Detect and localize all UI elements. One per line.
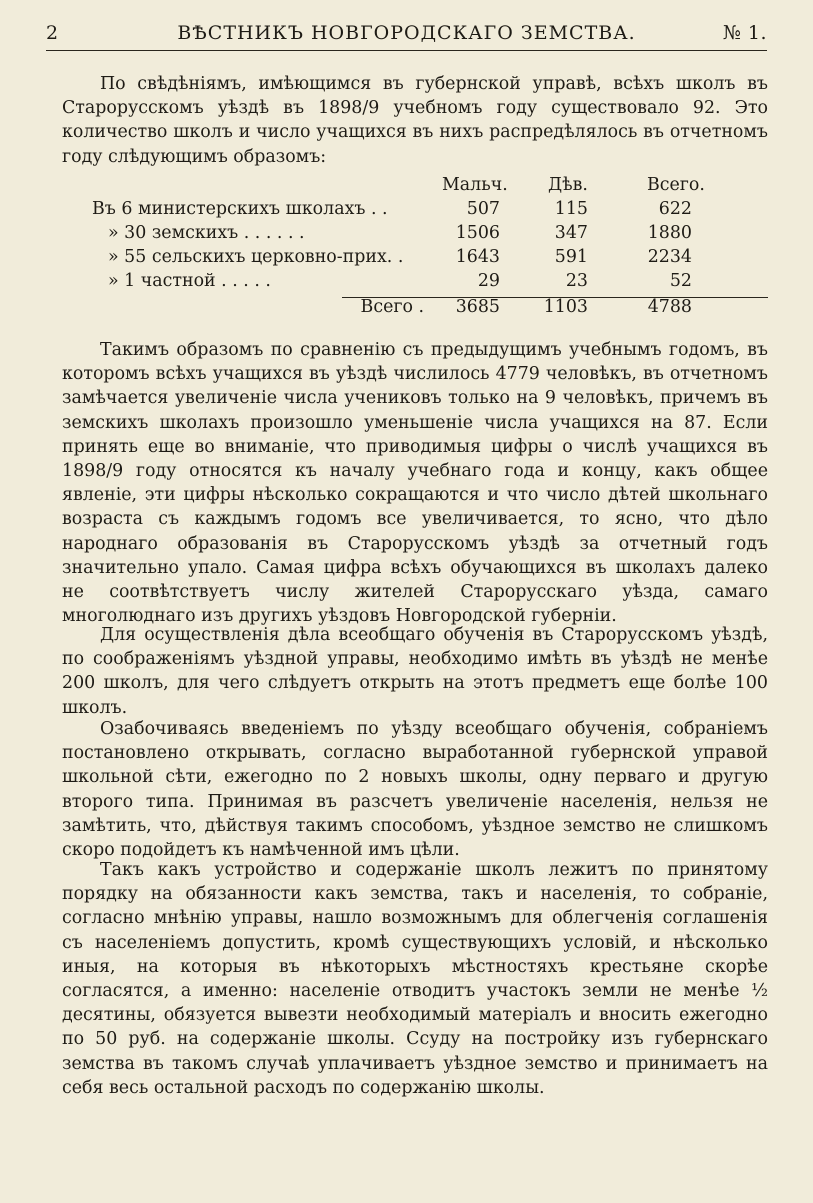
paragraph-plan: Для осуществленія дѣла всеобщаго обученія въ Старорусскомъ уѣздѣ, по соображеніямъ уѣздной управы, необходимо имѣть въ уѣздѣ не менѣе 200 школъ, для чего слѣдуетъ открыть на этотъ предметъ еще болѣе 100 школъ. — [62, 625, 768, 718]
table-row — [62, 199, 768, 223]
paragraph-construction: Такъ какъ устройство и содержаніе школъ лежитъ по принятому порядку на обязанности какъ земства, такъ и населенія, то собраніе, согласно мнѣнію управы, нашло возможнымъ для облегченія соглашенія съ населеніемъ допустить, кромѣ существующихъ условій, и нѣсколько иныя, на которыя въ нѣкоторыхъ мѣстностяхъ крестьяне скорѣе согласятся, а именно: населеніе отводитъ участокъ земли не менѣе ½ десятины, обязуется вывезти необходимый матеріалъ и вносить ежегодно по 50 руб. на содержаніе школы. Ссуду на постройку изъ губернскаго земства въ такомъ случаѣ уплачиваетъ уѣздное земство и принимаетъ на себя весь остальной расходъ по содержанію школы. — [62, 860, 768, 1098]
issue-number: № 1. — [722, 22, 767, 44]
cell-boys: 1506 — [455, 223, 500, 243]
total-girls: 1103 — [543, 297, 588, 317]
cell-boys: 1643 — [455, 247, 500, 267]
paragraph-assembly: Озабочиваясь введеніемъ по уѣзду всеобщаго обученія, собраніемъ постановлено открывать, согласно выработанной губернской управой школьной сѣти, ежегодно по 2 новыхъ школы, одну перваго и другую второго типа. Принимая въ разсчетъ увеличеніе населенія, нельзя не замѣтить, что, дѣйствуя такимъ способомъ, уѣздное земство не слишкомъ скоро подойдетъ къ намѣченной имъ цѣли. — [62, 719, 768, 861]
table-row — [62, 271, 768, 295]
cell-boys: 29 — [477, 271, 500, 291]
paragraph-intro: По свѣдѣніямъ, имѣющимся въ губернской управѣ, всѣхъ школъ въ Старорусскомъ уѣздѣ въ 1898/9 учебномъ году существовало 92. Это количество школъ и число учащихся въ нихъ распредѣлялось въ отчетномъ году слѣдующимъ образомъ: — [62, 74, 768, 167]
cell-girls: 591 — [554, 247, 588, 267]
table-row — [62, 247, 768, 271]
cell-girls: 115 — [554, 199, 588, 219]
cell-total: 1880 — [647, 223, 692, 243]
cell-total: 622 — [658, 199, 692, 219]
row-label: » 30 земскихъ . . . . . . — [108, 223, 305, 243]
journal-title: ВѢСТНИКЪ НОВГОРОДСКАГО ЗЕМСТВА. — [177, 22, 636, 44]
column-header-boys: Мальч. — [442, 175, 508, 195]
column-header-total: Всего. — [647, 175, 705, 195]
cell-boys: 507 — [466, 199, 500, 219]
table-total-row — [62, 297, 768, 321]
page-number: 2 — [46, 22, 59, 44]
running-header — [46, 22, 767, 50]
cell-girls: 347 — [554, 223, 588, 243]
cell-girls: 23 — [565, 271, 588, 291]
total-label: Всего . — [360, 297, 424, 317]
row-label: » 1 частной . . . . . — [108, 271, 271, 291]
paragraph-comparison: Такимъ образомъ по сравненію съ предыдущимъ учебнымъ годомъ, въ которомъ всѣхъ учащихся въ уѣздѣ числилось 4779 человѣкъ, въ отчетномъ замѣчается увеличеніе числа учениковъ только на 9 человѣкъ, причемъ въ земскихъ школахъ произошло уменьшеніе числа учащихся на 87. Если принять еще во вниманіе, что приводимыя цифры о числѣ учащихся въ 1898/9 году относятся къ началу учебнаго года и концу, какъ общее явленіе, эти цифры нѣсколько сокращаются и что число дѣтей школьнаго возраста съ каждымъ годомъ все увеличивается, то ясно, что дѣло народнаго образованія въ Старорусскомъ уѣздѣ за отчетный годъ значительно упало. Самая цифра всѣхъ обучающихся въ школахъ далеко не соотвѣтствуетъ числу жителей Старорусскаго уѣзда, самаго многолюднаго изъ другихъ уѣздовъ Новгородской губерніи. — [62, 340, 768, 627]
header-rule — [46, 50, 767, 51]
table-header-row — [62, 175, 768, 199]
table-row — [62, 223, 768, 247]
row-label: Въ 6 министерскихъ школахъ . . — [92, 199, 388, 219]
row-label: » 55 сельскихъ церковно-приx. . — [108, 247, 404, 267]
column-header-girls: Дѣв. — [548, 175, 588, 195]
cell-total: 2234 — [647, 247, 692, 267]
cell-total: 52 — [669, 271, 692, 291]
total-boys: 3685 — [455, 297, 500, 317]
total-all: 4788 — [647, 297, 692, 317]
